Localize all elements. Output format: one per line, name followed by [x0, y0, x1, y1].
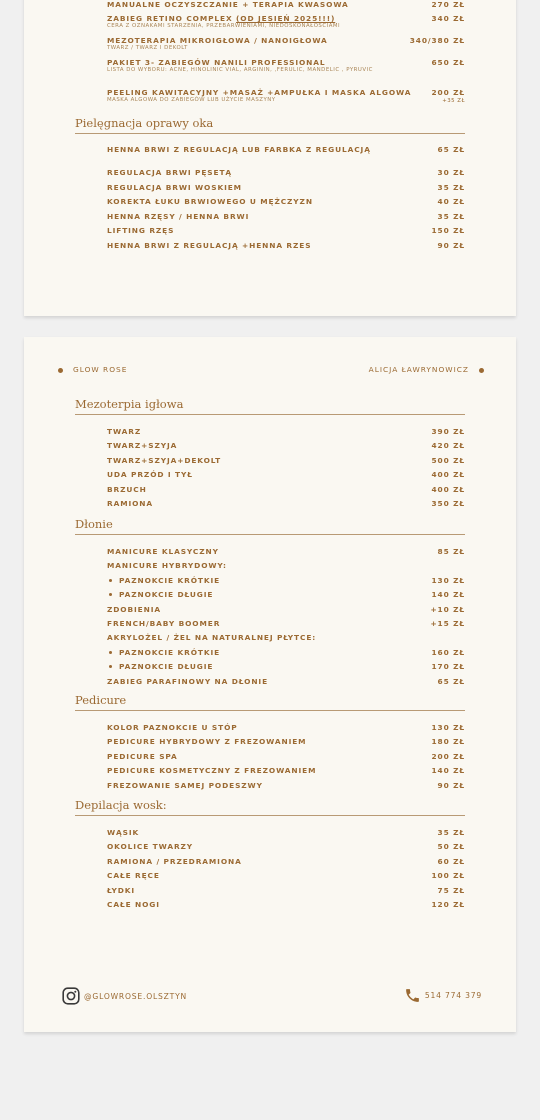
service-name: TWARZ+SZYJA — [107, 441, 178, 451]
price-row — [107, 36, 465, 58]
service-price: 100 ZŁ — [431, 871, 465, 881]
service-price: 75 ZŁ — [437, 885, 465, 895]
service-price: 170 ZŁ — [431, 662, 465, 672]
service-price: 65 ZŁ — [437, 145, 465, 154]
section-title: Dłonie — [75, 517, 465, 535]
phone-link[interactable] — [404, 987, 482, 1004]
service-price: 340/380 ZŁ — [409, 36, 465, 45]
price-row — [107, 842, 465, 856]
service-name: MANICURE HYBRYDOWY: — [107, 561, 227, 571]
price-row — [107, 886, 465, 900]
service-name: FREZOWANIE SAMEJ PODESZWY — [107, 780, 263, 790]
service-price: 270 ZŁ — [431, 0, 465, 9]
price-row — [107, 58, 465, 88]
price-row — [107, 88, 465, 110]
service-name: ZDOBIENIA — [107, 604, 161, 614]
service-name: OKOLICE TWARZY — [107, 842, 194, 852]
service-price: 120 ZŁ — [431, 899, 465, 909]
price-row — [107, 857, 465, 871]
service-name: PAZNOKCIE KRÓTKIE — [107, 648, 431, 657]
service-name: CAŁE NOGI — [107, 899, 160, 909]
price-row — [107, 168, 465, 183]
eye-care-rows — [107, 145, 465, 255]
price-row — [107, 871, 465, 885]
service-name: WĄSIK — [107, 828, 140, 837]
service-price: 40 ZŁ — [437, 197, 465, 206]
service-name: HENNA BRWI Z REGULACJĄ +HENNA RZES — [107, 240, 312, 250]
service-name: AKRYLOŻEL / ŻEL NA NATURALNEJ PŁYTCE: — [107, 633, 317, 643]
service-name: LIFTING RZĘS — [107, 226, 175, 235]
section-title: Pedicure — [75, 693, 465, 711]
section-title: Depilacja wosk: — [75, 798, 465, 816]
service-price: 35 ZŁ — [437, 211, 465, 221]
price-row — [107, 226, 465, 241]
price-row — [107, 456, 465, 470]
service-name: ZABIEG RETINO COMPLEX — [107, 14, 237, 23]
service-note-underlined: (OD JESIEŃ 2025!!!) — [236, 14, 336, 23]
price-row — [107, 766, 465, 780]
service-price: +10 ZŁ — [430, 604, 465, 614]
price-row — [107, 197, 465, 212]
menu-page-1 — [24, 0, 516, 316]
service-price: 150 ZŁ — [431, 226, 465, 235]
service-name: TWARZ — [107, 427, 142, 436]
service-name: PAKIET 3- ZABIEGÓW NANILI PROFESSIONAL — [107, 58, 326, 67]
price-row — [107, 183, 465, 198]
service-name: PAZNOKCIE DŁUGIE — [107, 590, 431, 599]
service-name: KOLOR PAZNOKCIE U STÓP — [107, 723, 238, 732]
price-row — [107, 662, 465, 676]
price-row — [107, 752, 465, 766]
service-name: BRZUCH — [107, 484, 147, 494]
service-name: CAŁE RĘCE — [107, 871, 160, 881]
section-rows — [107, 427, 465, 513]
price-row — [107, 677, 465, 691]
price-row — [107, 427, 465, 441]
service-name: PEDICURE SPA — [107, 751, 178, 761]
price-row — [107, 14, 465, 36]
service-price: 140 ZŁ — [431, 766, 465, 776]
price-row — [107, 485, 465, 499]
price-row — [107, 212, 465, 227]
service-price: 140 ZŁ — [431, 590, 465, 600]
menu-page-2 — [24, 337, 516, 1032]
price-row — [107, 470, 465, 484]
service-price: 90 ZŁ — [437, 240, 465, 250]
service-name: KOREKTA ŁUKU BRWIOWEGO U MĘŻCZYZN — [107, 197, 313, 206]
service-name: UDA PRZÓD I TYŁ — [107, 470, 193, 480]
service-name: RAMIONA — [107, 498, 154, 508]
service-name: MANICURE KLASYCZNY — [107, 547, 219, 556]
top-rows — [107, 0, 465, 110]
service-name: HENNA RZĘSY / HENNA BRWI — [107, 211, 250, 221]
price-row — [107, 547, 465, 561]
service-name: PAZNOKCIE KRÓTKIE — [107, 576, 431, 585]
dot-icon — [58, 368, 63, 373]
service-price: 160 ZŁ — [431, 647, 465, 657]
service-price: 35 ZŁ — [437, 828, 465, 837]
service-price: 400 ZŁ — [431, 470, 465, 480]
instagram-handle: @GLOWROSE.OLSZTYN — [84, 991, 187, 1001]
service-name: TWARZ+SZYJA+DEKOLT — [107, 455, 222, 465]
price-row — [107, 145, 465, 168]
owner-name: ALICJA ŁAWRYNOWICZ — [369, 365, 484, 374]
service-price: 30 ZŁ — [437, 168, 465, 177]
dot-icon — [479, 368, 484, 373]
service-price: +15 ZŁ — [430, 618, 465, 628]
service-name: PEDICURE HYBRYDOWY Z FREZOWANIEM — [107, 737, 307, 747]
service-name: PAZNOKCIE DŁUGIE — [107, 662, 431, 671]
price-row — [107, 590, 465, 604]
service-name: REGULACJA BRWI WOSKIEM — [107, 182, 242, 192]
service-price: 200 ZŁ — [431, 751, 465, 761]
section-rows — [107, 828, 465, 914]
price-row — [107, 781, 465, 795]
price-row — [107, 828, 465, 842]
brand-name: GLOW ROSE — [58, 365, 127, 374]
service-price: 50 ZŁ — [437, 842, 465, 852]
instagram-link[interactable] — [62, 987, 187, 1005]
service-price: 500 ZŁ — [431, 455, 465, 465]
service-price-extra: +35 ZŁ — [442, 98, 465, 104]
service-description: LISTA DO WYBORU: ACNE, HINOLINIC VIAL, ARGININ, ,FERULIC, MANDELIC , PYRUVIC — [107, 67, 373, 73]
service-price: 130 ZŁ — [431, 575, 465, 585]
service-price: 65 ZŁ — [437, 676, 465, 686]
service-price: 180 ZŁ — [431, 737, 465, 747]
phone-icon — [404, 987, 421, 1004]
section-rows — [107, 723, 465, 795]
service-price: 200 ZŁ — [431, 88, 465, 97]
service-name: REGULACJA BRWI PĘSETĄ — [107, 168, 232, 177]
price-row — [107, 0, 465, 14]
price-row — [107, 499, 465, 513]
phone-number: 514 774 379 — [424, 991, 482, 1000]
service-price: 400 ZŁ — [431, 484, 465, 494]
service-name: MANUALNE OCZYSZCZANIE + TERAPIA KWASOWA — [107, 0, 349, 9]
service-price: 35 ZŁ — [437, 182, 465, 192]
price-row — [107, 619, 465, 633]
service-price: 60 ZŁ — [437, 856, 465, 866]
service-price: 90 ZŁ — [437, 780, 465, 790]
service-name: PEDICURE KOSMETYCZNY Z FREZOWANIEM — [107, 766, 317, 776]
section-title: Mezoterpia igłowa — [75, 397, 465, 415]
service-price: 130 ZŁ — [431, 723, 465, 732]
service-name: MEZOTERAPIA MIKROIGŁOWA / NANOIGŁOWA — [107, 36, 328, 45]
section-rows — [107, 547, 465, 691]
service-name: FRENCH/BABY BOOMER — [107, 618, 221, 628]
service-name: RAMIONA / PRZEDRAMIONA — [107, 856, 242, 866]
section-title: Pielęgnacja oprawy oka — [75, 116, 465, 134]
instagram-icon — [62, 987, 80, 1005]
price-row — [107, 441, 465, 455]
service-price: 420 ZŁ — [431, 441, 465, 451]
service-name: ZABIEG PARAFINOWY NA DŁONIE — [107, 676, 269, 686]
service-price: 340 ZŁ — [431, 14, 465, 23]
service-price: 85 ZŁ — [437, 547, 465, 556]
service-name: ŁYDKI — [107, 885, 136, 895]
price-row — [107, 605, 465, 619]
price-row — [107, 737, 465, 751]
price-row — [107, 648, 465, 662]
service-description: MASKA ALGOWA DO ZABIEGÓW LUB UŻYCIE MASZYNY — [107, 97, 276, 103]
price-row — [107, 561, 465, 575]
service-description: TWARZ / TWARZ I DEKOLT — [107, 45, 188, 51]
service-price: 350 ZŁ — [431, 498, 465, 508]
service-price: 390 ZŁ — [431, 427, 465, 436]
service-name: PEELING KAWITACYJNY +MASAŻ +AMPUŁKA I MASKA ALGOWA — [107, 88, 412, 97]
service-price: 650 ZŁ — [431, 58, 465, 67]
service-description: CERA Z OZNAKAMI STARZENIA, PRZEBARWIENIAMI, NIEDOSKONAŁOŚCIAMI — [107, 23, 341, 29]
price-row — [107, 723, 465, 737]
price-row — [107, 900, 465, 914]
service-name: HENNA BRWI Z REGULACJĄ LUB FARBKA Z REGULACJĄ — [107, 145, 371, 154]
price-row — [107, 576, 465, 590]
price-row — [107, 633, 465, 647]
price-row — [107, 241, 465, 256]
